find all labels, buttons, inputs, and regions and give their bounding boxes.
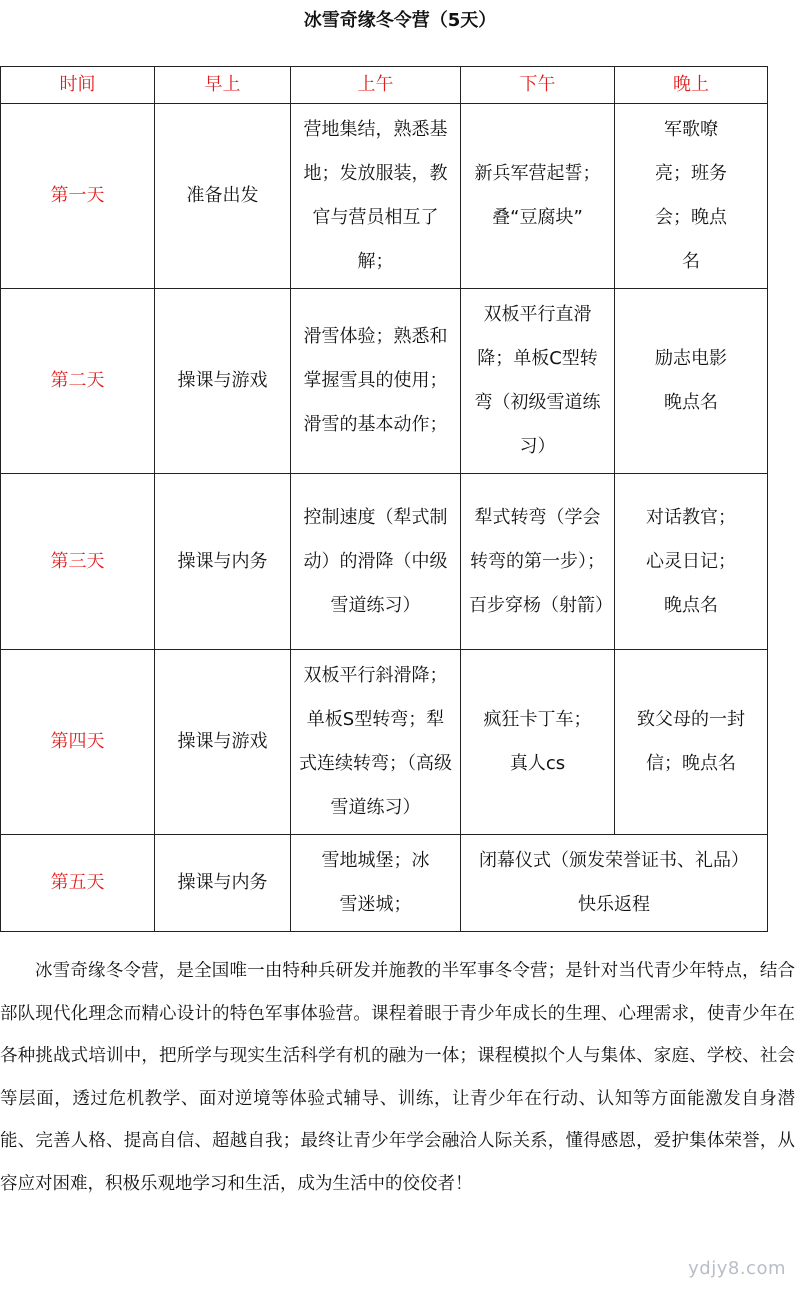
day-cell: 第四天 [1, 650, 155, 835]
table-row [1, 104, 768, 289]
forenoon-cell [291, 474, 461, 650]
forenoon-text: 滑雪体验；熟悉和掌握雪具的使用；滑雪的基本动作； [303, 326, 448, 435]
evening-cell [615, 474, 768, 650]
afternoon-cell [461, 289, 615, 474]
page-title: 冰雪奇缘冬令营（5天） [303, 10, 497, 31]
table-header-row [1, 67, 768, 104]
header-time: 时间 [1, 67, 155, 104]
header-evening: 晚上 [615, 67, 768, 104]
forenoon-cell [291, 835, 461, 932]
morning-cell: 操课与内务 [155, 474, 291, 650]
site-watermark: ydjy8.com [688, 1258, 786, 1279]
evening-text: 致父母的一封信；晚点名 [637, 709, 745, 774]
evening-text: 军歌嘹亮；班务会；晚点名 [655, 119, 727, 272]
forenoon-text: 营地集结，熟悉基地；发放服装，教官与营员相互了解； [303, 119, 448, 272]
afternoon-evening-cell [461, 835, 768, 932]
header-early-morning: 早上 [155, 67, 291, 104]
forenoon-cell [291, 104, 461, 289]
evening-cell [615, 650, 768, 835]
afternoon-text: 新兵军营起誓；叠“豆腐块” [474, 163, 601, 228]
evening-cell [615, 289, 768, 474]
afternoon-cell [461, 474, 615, 650]
forenoon-cell [291, 650, 461, 835]
table-row [1, 835, 768, 932]
table-row [1, 289, 768, 474]
evening-text: 对话教官；心灵日记；晚点名 [646, 506, 736, 616]
day-cell: 第二天 [1, 289, 155, 474]
evening-cell [615, 104, 768, 289]
forenoon-text: 控制速度（犁式制动）的滑降（中级雪道练习） [303, 506, 448, 616]
header-afternoon: 下午 [461, 67, 615, 104]
afternoon-text: 双板平行直滑降；单板C型转弯（初级雪道练习） [474, 304, 601, 457]
day-cell: 第一天 [1, 104, 155, 289]
intro-paragraph: 冰雪奇缘冬令营，是全国唯一由特种兵研发并施教的半军事冬令营；是针对当代青少年特点，结合部队现代化理念而精心设计的特色军事体验营。课程着眼于青少年成长的生理、心理需求，使青少年在各种挑战式培训中，把所学与现实生活科学有机的融为一体；课程模拟个人与集体、家庭、学校、社会等层面，透过危机教学、面对逆境等体验式辅导、训练，让青少年在行动、认知等方面能激发自身潜能、完善人格、提高自信、超越自我；最终让青少年学会融洽人际关系，懂得感恩，爱护集体荣誉，从容应对困难，积极乐观地学习和生活，成为生活中的佼佼者！ [0, 961, 795, 1194]
afternoon-text: 疯狂卡丁车；真人cs [483, 709, 592, 774]
morning-cell: 操课与内务 [155, 835, 291, 932]
afternoon-cell [461, 104, 615, 289]
morning-cell: 操课与游戏 [155, 289, 291, 474]
morning-cell: 操课与游戏 [155, 650, 291, 835]
forenoon-cell [291, 289, 461, 474]
table-row [1, 474, 768, 650]
forenoon-text: 双板平行斜滑降；单板S型转弯；犁式连续转弯；（高级雪道练习） [299, 665, 452, 818]
forenoon-text: 雪地城堡；冰雪迷城； [321, 850, 430, 915]
afternoon-evening-text: 闭幕仪式（颁发荣誉证书、礼品）快乐返程 [479, 850, 749, 915]
header-forenoon: 上午 [291, 67, 461, 104]
schedule-table [0, 66, 768, 932]
day-cell: 第三天 [1, 474, 155, 650]
afternoon-text: 犁式转弯（学会转弯的第一步）；百步穿杨（射箭） [469, 506, 613, 616]
afternoon-cell [461, 650, 615, 835]
table-row [1, 650, 768, 835]
evening-text: 励志电影晚点名 [655, 348, 727, 413]
morning-cell: 准备出发 [155, 104, 291, 289]
day-cell: 第五天 [1, 835, 155, 932]
